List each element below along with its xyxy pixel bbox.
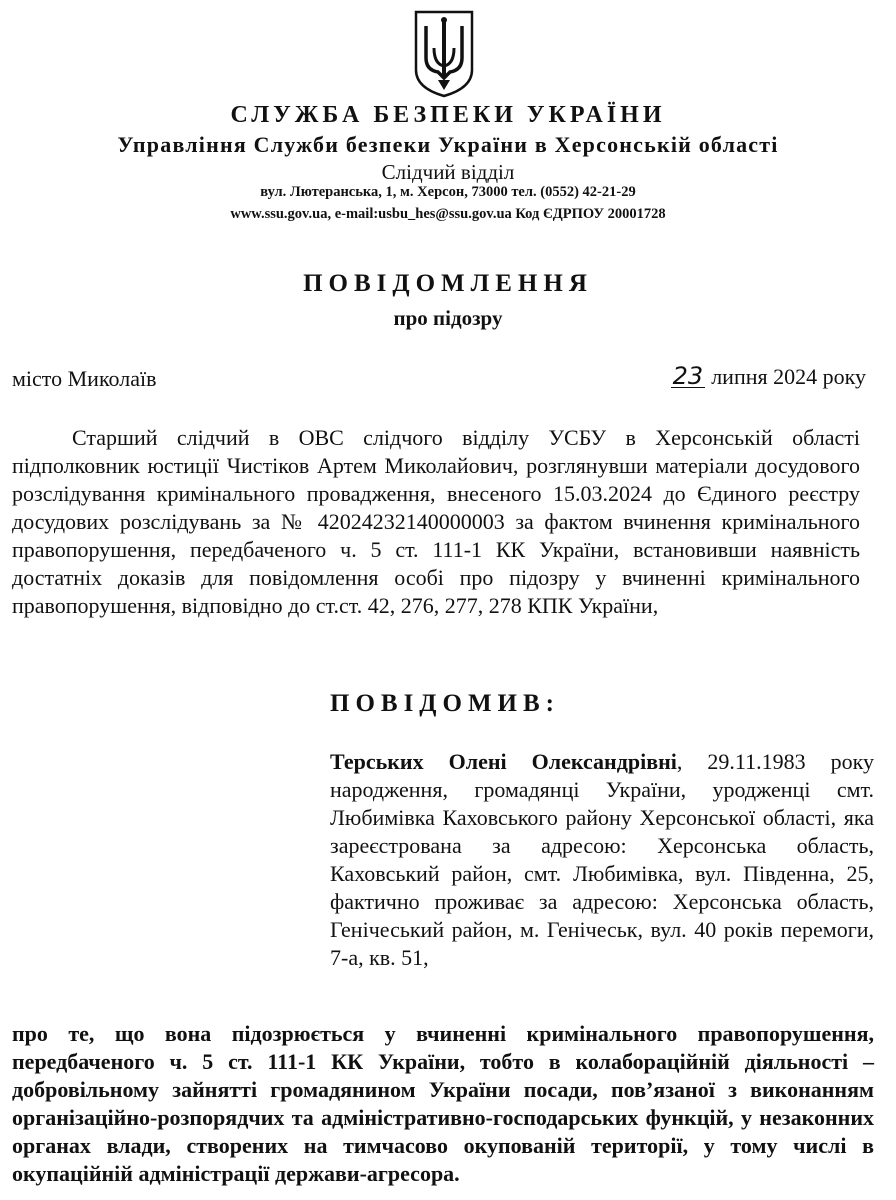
document-date [671,364,866,390]
coat-of-arms-emblem [412,8,476,100]
document-title: ПОВІДОМЛЕННЯ [303,270,593,297]
suspect-name: Терських Олені Олександрівні [330,749,677,774]
address-line: вул. Лютеранська, 1, м. Херсон, 73000 тел. (0552) 42-21-29 [260,184,636,200]
charge-paragraph: про те, що вона підозрюється у вчиненні кримінального правопорушення, передбаченого ч. 5 ст. 111-1 КК України, тобто в колабораційній діяльності – добровільному зайнятті громадянином України посади, пов’язаної з виконанням організаційно-розпорядчих та адміністративно-господарських функцій, у незаконних органах влади, створених на тимчасово окупованій території, у тому числі в окупаційній адміністрації держави-агресора. [12,1021,874,1186]
announced-heading: ПОВІДОМИВ: [330,690,560,717]
document-subtitle: про підозру [393,306,503,330]
contacts-line: www.ssu.gov.ua, e-mail:usbu_hes@ssu.gov.ua Код ЄДРПОУ 20001728 [230,206,666,222]
suspect-details: , 29.11.1983 року народження, громадянці України, уродженці смт. Любимівка Каховського району Херсонської області, яка зареєстрована за адресою: Херсонська область, Каховський район, смт. Любимівка, вул. Південна, 25, фактично проживає за адресою: Херсонська область, Генічеський район, м. Генічеськ, вул. 40 років перемоги, 7-а, кв. 51, [330,749,875,970]
organization-title: СЛУЖБА БЕЗПЕКИ УКРАЇНИ [230,102,666,128]
handwritten-day: 23 [672,362,704,390]
document-city: місто Миколаїв [12,366,157,391]
department-title: Управління Служби безпеки України в Херсонській області [117,132,779,157]
unit-title: Слідчий відділ [381,160,515,184]
intro-paragraph: Старший слідчий в ОВС слідчого відділу УСБУ в Херсонській області підполковник юстиції Чистіков Артем Миколайович, розглянувши матеріали досудового розслідування кримінального провадження, внесеного 15.03.2024 до Єдиного реєстру досудових розслідувань за № 42024232140000003 за фактом вчинення кримінального правопорушення, передбаченого ч. 5 ст. 111-1 КК України, встановивши наявність достатніх доказів для повідомлення особі про підозру у вчиненні кримінального правопорушення, відповідно до ст.ст. 42, 276, 277, 278 КПК України, [12,425,860,618]
date-month-year: липня 2024 року [711,364,866,389]
suspect-paragraph [330,748,874,972]
